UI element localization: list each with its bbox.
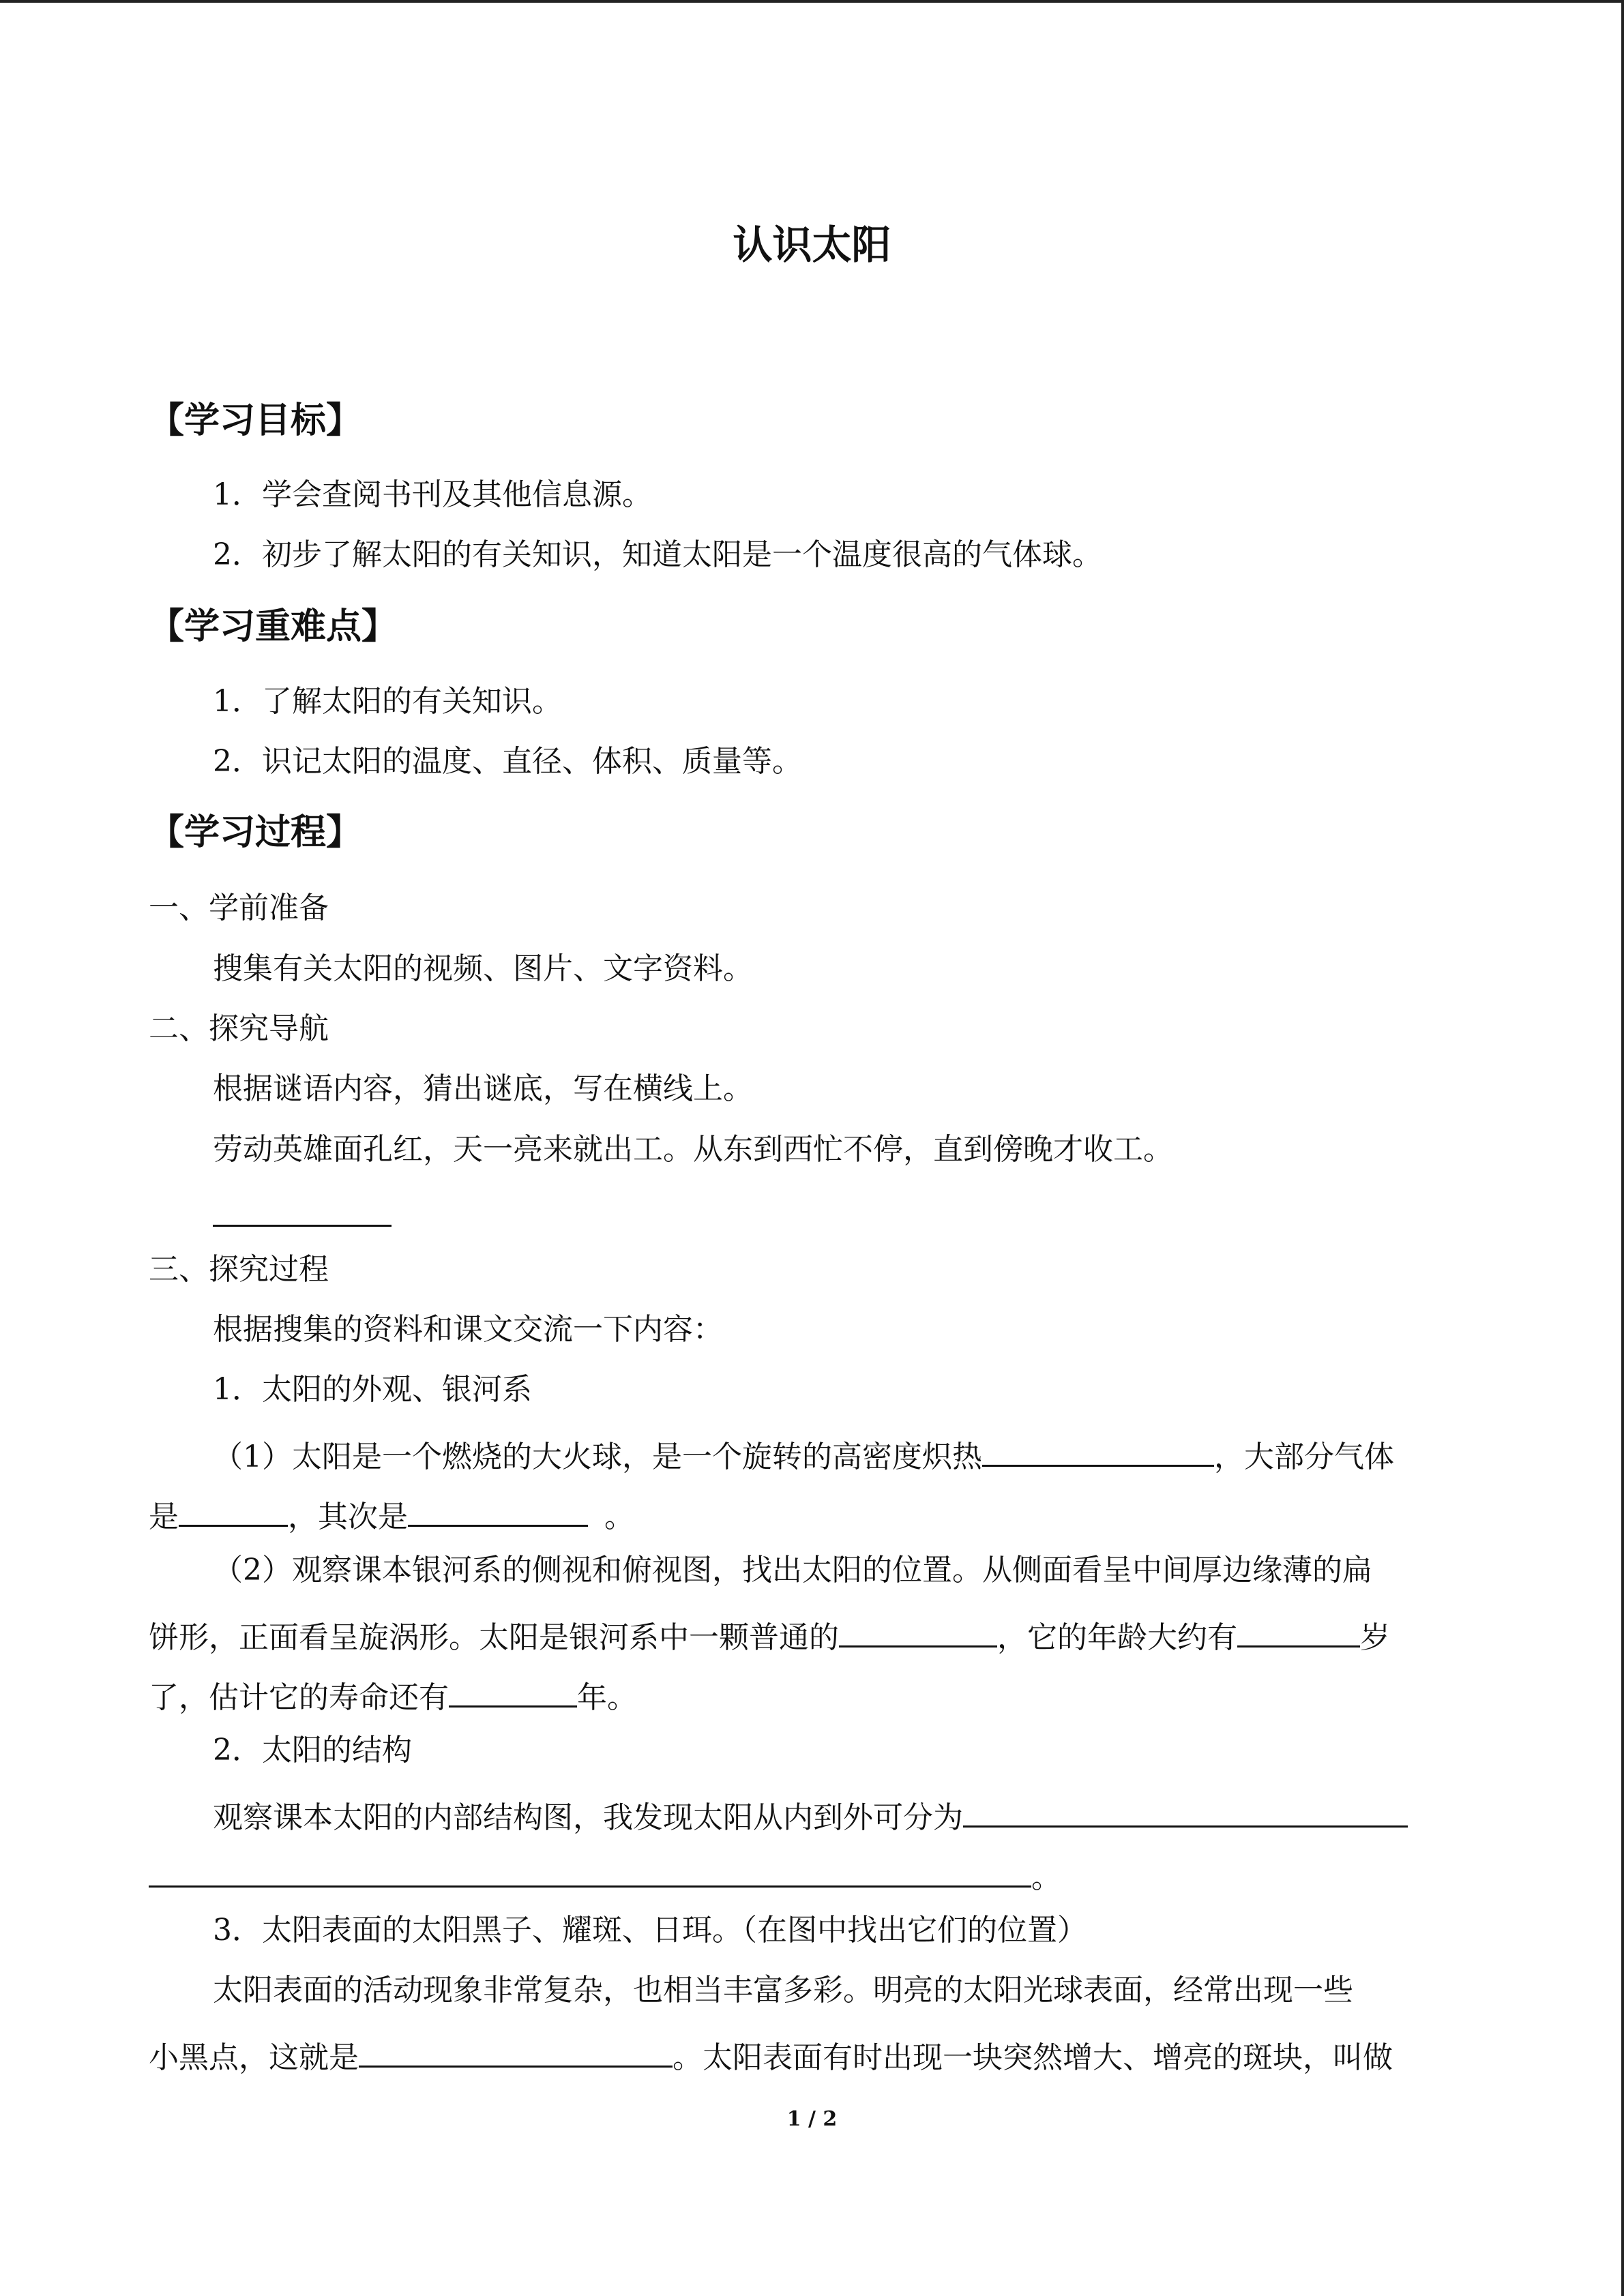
item2-end: 。: [1031, 1860, 1061, 1895]
fill-blank-structure-2[interactable]: [149, 1855, 1031, 1888]
fill-blank-star-type[interactable]: [839, 1615, 997, 1648]
item3-line1: 太阳表面的活动现象非常复杂，也相当丰富多彩。明亮的太阳光球表面，经常出现一些: [213, 1973, 1353, 2008]
item3-text-b: 。太阳表面有时出现一块突然增大、增亮的斑块，叫做: [673, 2040, 1393, 2075]
item1-q1-text-a: （1）太阳是一个燃烧的大火球，是一个旋转的高密度炽热: [213, 1440, 982, 1474]
item2-line2: [149, 1855, 1061, 1893]
item1-q2-text-a: 饼形，正面看呈旋涡形。太阳是银河系中一颗普通的: [149, 1620, 839, 1655]
part1-text: 搜集有关太阳的视频、图片、文字资料。: [213, 951, 753, 986]
page-title: 认识太阳: [733, 222, 891, 268]
riddle-text: 劳动英雄面孔红，天一亮来就出工。从东到西忙不停，直到傍晚才收工。: [213, 1132, 1173, 1167]
item1-title: 1．太阳的外观、银河系: [213, 1372, 532, 1407]
item3-line2: [149, 2036, 1393, 2073]
part2-title: 二、探究导航: [149, 1011, 329, 1046]
riddle-answer-line[interactable]: [213, 1195, 392, 1232]
item1-q1-text-d: ，其次是: [288, 1500, 408, 1534]
key-point-item-2: 2．识记太阳的温度、直径、体积、质量等。: [213, 744, 802, 779]
part3-intro: 根据搜集的资料和课文交流一下内容：: [213, 1312, 723, 1347]
item1-q1-text-c: 是: [149, 1500, 179, 1534]
fill-blank-age[interactable]: [1237, 1615, 1360, 1648]
item1-q2-line3: [149, 1675, 637, 1713]
item1-q2-text-e: 年。: [577, 1680, 637, 1715]
fill-blank-gas-ball[interactable]: [982, 1435, 1214, 1467]
item2-text: 观察课本太阳的内部结构图，我发现太阳从内到外可分为: [213, 1800, 963, 1835]
fill-blank-lifespan[interactable]: [449, 1675, 577, 1708]
part3-title: 三、探究过程: [149, 1252, 329, 1287]
key-points-heading: 【学习重难点】: [149, 606, 398, 647]
fill-blank-main-gas[interactable]: [179, 1495, 288, 1527]
item1-q2-line1: （2）观察课本银河系的侧视和俯视图，找出太阳的位置。从侧面看呈中间厚边缘薄的扁: [213, 1553, 1372, 1587]
page-border-right: [1621, 0, 1624, 2296]
item1-q2-text-c: 岁: [1360, 1620, 1390, 1655]
fill-blank-second-gas[interactable]: [408, 1495, 588, 1527]
item1-q2-text-b: ，它的年龄大约有: [997, 1620, 1237, 1655]
key-point-item-1: 1．了解太阳的有关知识。: [213, 684, 562, 719]
item1-q1-line1: [213, 1435, 1394, 1472]
part1-title: 一、学前准备: [149, 891, 329, 925]
item1-q2-text-d: 了，估计它的寿命还有: [149, 1680, 449, 1715]
process-heading: 【学习过程】: [149, 812, 362, 853]
fill-blank-sunspot[interactable]: [359, 2036, 673, 2068]
item3-title: 3．太阳表面的太阳黑子、耀斑、日珥。（在图中找出它们的位置）: [213, 1913, 1087, 1948]
item3-text-a: 小黑点，这就是: [149, 2040, 359, 2075]
item2-line1: [213, 1795, 1408, 1833]
goals-heading: 【学习目标】: [149, 400, 362, 441]
item1-q2-line2: [149, 1615, 1390, 1653]
item2-title: 2．太阳的结构: [213, 1733, 412, 1768]
item1-q1-line2: [149, 1495, 634, 1532]
part2-text: 根据谜语内容，猜出谜底，写在横线上。: [213, 1071, 753, 1106]
item1-q1-text-e: 。: [604, 1500, 634, 1534]
page-border-top: [0, 0, 1624, 3]
goal-item-1: 1．学会查阅书刊及其他信息源。: [213, 477, 652, 512]
page-number: 1 / 2: [786, 2107, 838, 2131]
goal-item-2: 2．初步了解太阳的有关知识，知道太阳是一个温度很高的气体球。: [213, 537, 1102, 572]
fill-blank-structure-1[interactable]: [963, 1795, 1408, 1828]
answer-blank[interactable]: [213, 1195, 392, 1227]
item1-q1-text-b: ，大部分气体: [1214, 1440, 1394, 1474]
